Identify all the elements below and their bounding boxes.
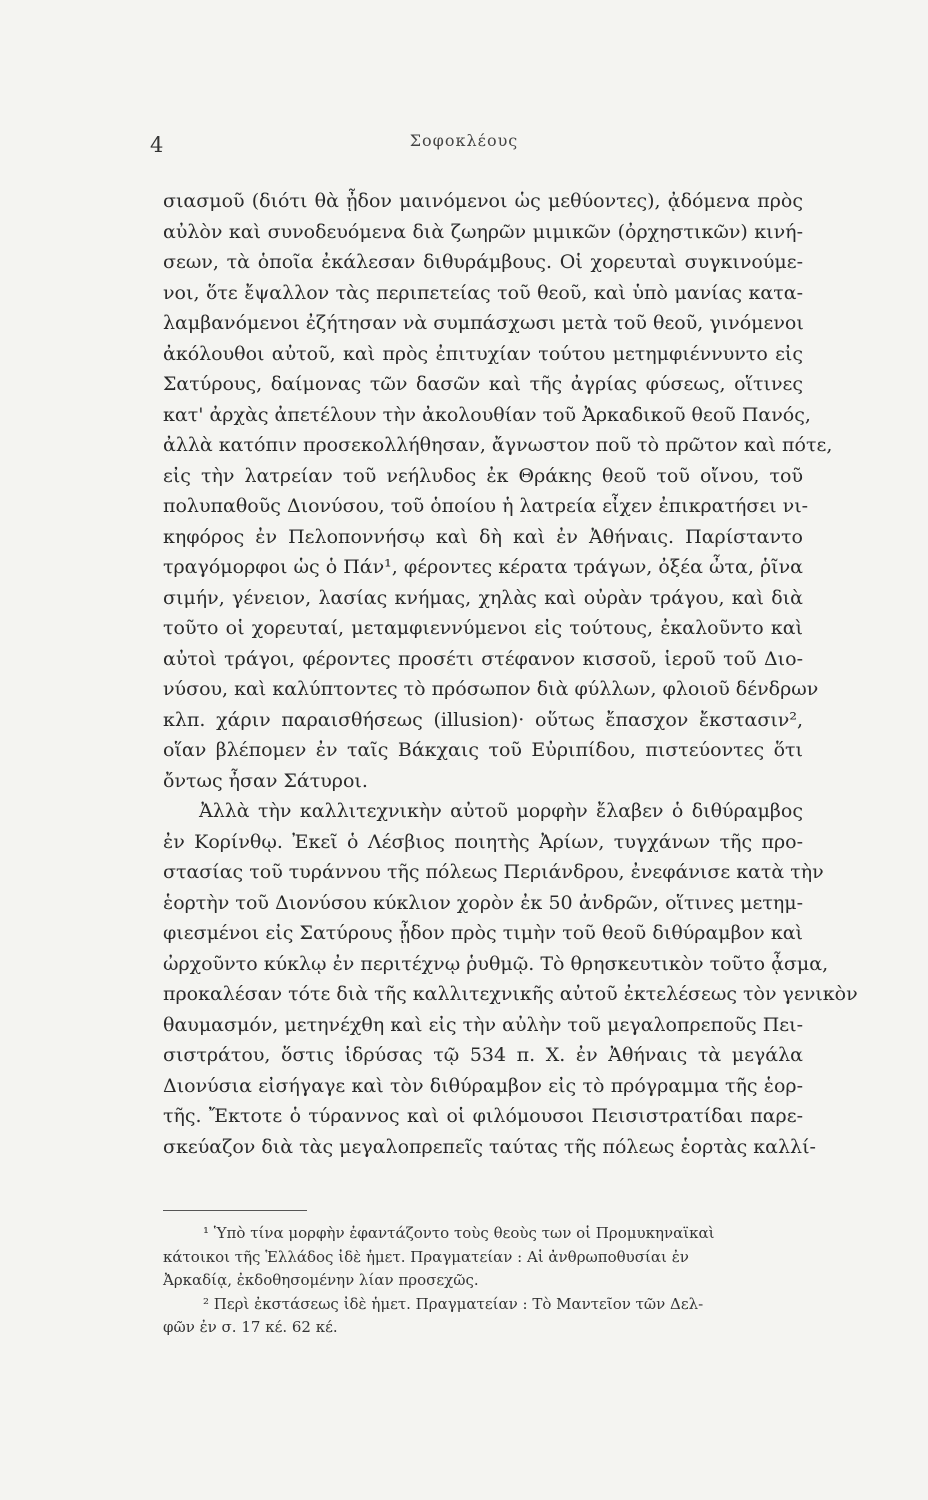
text-line: κατ' ἀρχὰς ἀπετέλουν τὴν ἀκολουθίαν τοῦ Ἀρκαδικοῦ θεοῦ Πανός, <box>163 403 811 426</box>
text-line: τραγόμορφοι ὡς ὁ Πάν¹, φέροντες κέρατα τράγων, ὀξέα ὦτα, ῥῖνα <box>163 556 803 578</box>
page-number: 4 <box>150 133 164 157</box>
running-head: Σοφοκλέους <box>409 131 519 150</box>
text-line: πολυπαθοῦς Διονύσου, τοῦ ὁποίου ἡ λατρεία εἶχεν ἐπικρατήσει νι- <box>163 495 809 517</box>
text-line: σιστράτου, ὅστις ἱδρύσας τῷ 534 π. Χ. ἐν Ἀθήναις τὰ μεγάλα <box>163 1044 803 1066</box>
body-text <box>163 186 858 1162</box>
text-line: στασίας τοῦ τυράννου τῆς πόλεως Περιάνδρου, ἐνεφάνισε κατὰ τὴν <box>163 861 824 883</box>
text-line: ὠρχοῦντο κύκλῳ ἐν περιτέχνῳ ῥυθμῷ. Τὸ θρησκευτικὸν τοῦτο ᾆσμα, <box>163 952 829 975</box>
text-line: κηφόρος ἐν Πελοποννήσῳ καὶ δὴ καὶ ἐν Ἀθήναις. Παρίσταντο <box>163 525 803 548</box>
text-line: νοι, ὅτε ἔψαλλον τὰς περιπετείας τοῦ θεοῦ, καὶ ὑπὸ μανίας κατα- <box>163 281 803 304</box>
text-line: Σατύρους, δαίμονας τῶν δασῶν καὶ τῆς ἀγρίας φύσεως, οἵτινες <box>163 373 803 395</box>
footnote-line: ² Περὶ ἐκστάσεως ἰδὲ ἡμετ. Πραγματείαν : Τὸ Μαντεῖον τῶν Δελ- <box>203 1294 704 1313</box>
footnote-line: ¹ Ὑπὸ τίνα μορφὴν ἐφαντάζοντο τοὺς θεοὺς των οἱ Προμυκηναϊκαὶ <box>203 1224 715 1242</box>
text-line: ἐν Κορίνθῳ. Ἐκεῖ ὁ Λέσβιος ποιητὴς Ἀρίων, τυγχάνων τῆς προ- <box>163 830 803 853</box>
text-line: κλπ. χάριν παραισθήσεως (illusion)· οὕτως ἔπασχον ἔκστασιν², <box>163 708 803 731</box>
footnote-line: Ἀρκαδίᾳ, ἐκδοθησομένην λίαν προσεχῶς. <box>163 1271 479 1289</box>
text-line: ὄντως ἦσαν Σάτυροι. <box>163 769 368 792</box>
text-line: θαυμασμόν, μετηνέχθη καὶ εἰς τὴν αὐλὴν τοῦ μεγαλοπρεποῦς Πει- <box>163 1013 803 1036</box>
text-line: αὐλὸν καὶ συνοδευόμενα διὰ ζωηρῶν μιμικῶν (ὀρχηστικῶν) κινή- <box>163 220 803 243</box>
text-line: νύσου, καὶ καλύπτοντες τὸ πρόσωπον διὰ φύλλων, φλοιοῦ δένδρων <box>163 678 819 700</box>
text-line: ἀκόλουθοι αὐτοῦ, καὶ πρὸς ἐπιτυχίαν τούτου μετημφιέννυντο εἰς <box>163 342 803 365</box>
footnotes <box>163 1222 803 1340</box>
text-line: ἑορτὴν τοῦ Διονύσου κύκλιον χορὸν ἐκ 50 ἀνδρῶν, οἵτινες μετημ- <box>163 891 803 914</box>
footnote-rule <box>163 1210 307 1211</box>
text-line: Ἀλλὰ τὴν καλλιτεχνικὴν αὐτοῦ μορφὴν ἔλαβεν ὁ διθύραμβος <box>199 800 803 822</box>
text-line: σιασμοῦ (διότι θὰ ᾖδον μαινόμενοι ὡς μεθύοντες), ᾀδόμενα πρὸς <box>163 190 803 212</box>
text-line: σιμήν, γένειον, λασίας κνήμας, χηλὰς καὶ οὐρὰν τράγου, καὶ διὰ <box>163 586 803 609</box>
text-line: οἵαν βλέπομεν ἐν ταῖς Βάκχαις τοῦ Εὐριπίδου, πιστεύοντες ὅτι <box>163 739 803 761</box>
text-line: φιεσμένοι εἰς Σατύρους ᾖδον πρὸς τιμὴν τοῦ θεοῦ διθύραμβον καὶ <box>163 922 803 944</box>
text-line: προκαλέσαν τότε διὰ τῆς καλλιτεχνικῆς αὐτοῦ ἐκτελέσεως τὸν γενικὸν <box>163 983 858 1005</box>
text-line: εἰς τὴν λατρείαν τοῦ νεήλυδος ἐκ Θράκης θεοῦ τοῦ οἴνου, τοῦ <box>163 464 803 487</box>
text-line: σκεύαζον διὰ τὰς μεγαλοπρεπεῖς ταύτας τῆς πόλεως ἑορτὰς καλλί- <box>163 1135 816 1158</box>
text-line: σεων, τὰ ὁποῖα ἐκάλεσαν διθυράμβους. Οἱ χορευταὶ συγκινούμε- <box>163 251 803 273</box>
text-line: ἀλλὰ κατόπιν προσεκολλήθησαν, ἄγνωστον ποῦ τὸ πρῶτον καὶ πότε, <box>163 434 833 456</box>
text-line: Διονύσια εἰσήγαγε καὶ τὸν διθύραμβον εἰς τὸ πρόγραμμα τῆς ἑορ- <box>163 1074 803 1097</box>
footnote-line: κάτοικοι τῆς Ἑλλάδος ἰδὲ ἡμετ. Πραγματείαν : Αἱ ἀνθρωποθυσίαι ἐν <box>163 1247 689 1266</box>
text-line: αὐτοὶ τράγοι, φέροντες προσέτι στέφανον κισσοῦ, ἱεροῦ τοῦ Διο- <box>163 647 803 670</box>
text-line: λαμβανόμενοι ἐζήτησαν νὰ συμπάσχωσι μετὰ τοῦ θεοῦ, γινόμενοι <box>163 312 804 334</box>
text-line: τῆς. Ἔκτοτε ὁ τύραννος καὶ οἱ φιλόμουσοι Πεισιστρατίδαι παρε- <box>163 1105 803 1127</box>
footnote-line: φῶν ἐν σ. 17 κέ. 62 κέ. <box>163 1318 338 1336</box>
text-line: τοῦτο οἱ χορευταί, μεταμφιεννύμενοι εἰς τούτους, ἐκαλοῦντο καὶ <box>163 617 803 639</box>
